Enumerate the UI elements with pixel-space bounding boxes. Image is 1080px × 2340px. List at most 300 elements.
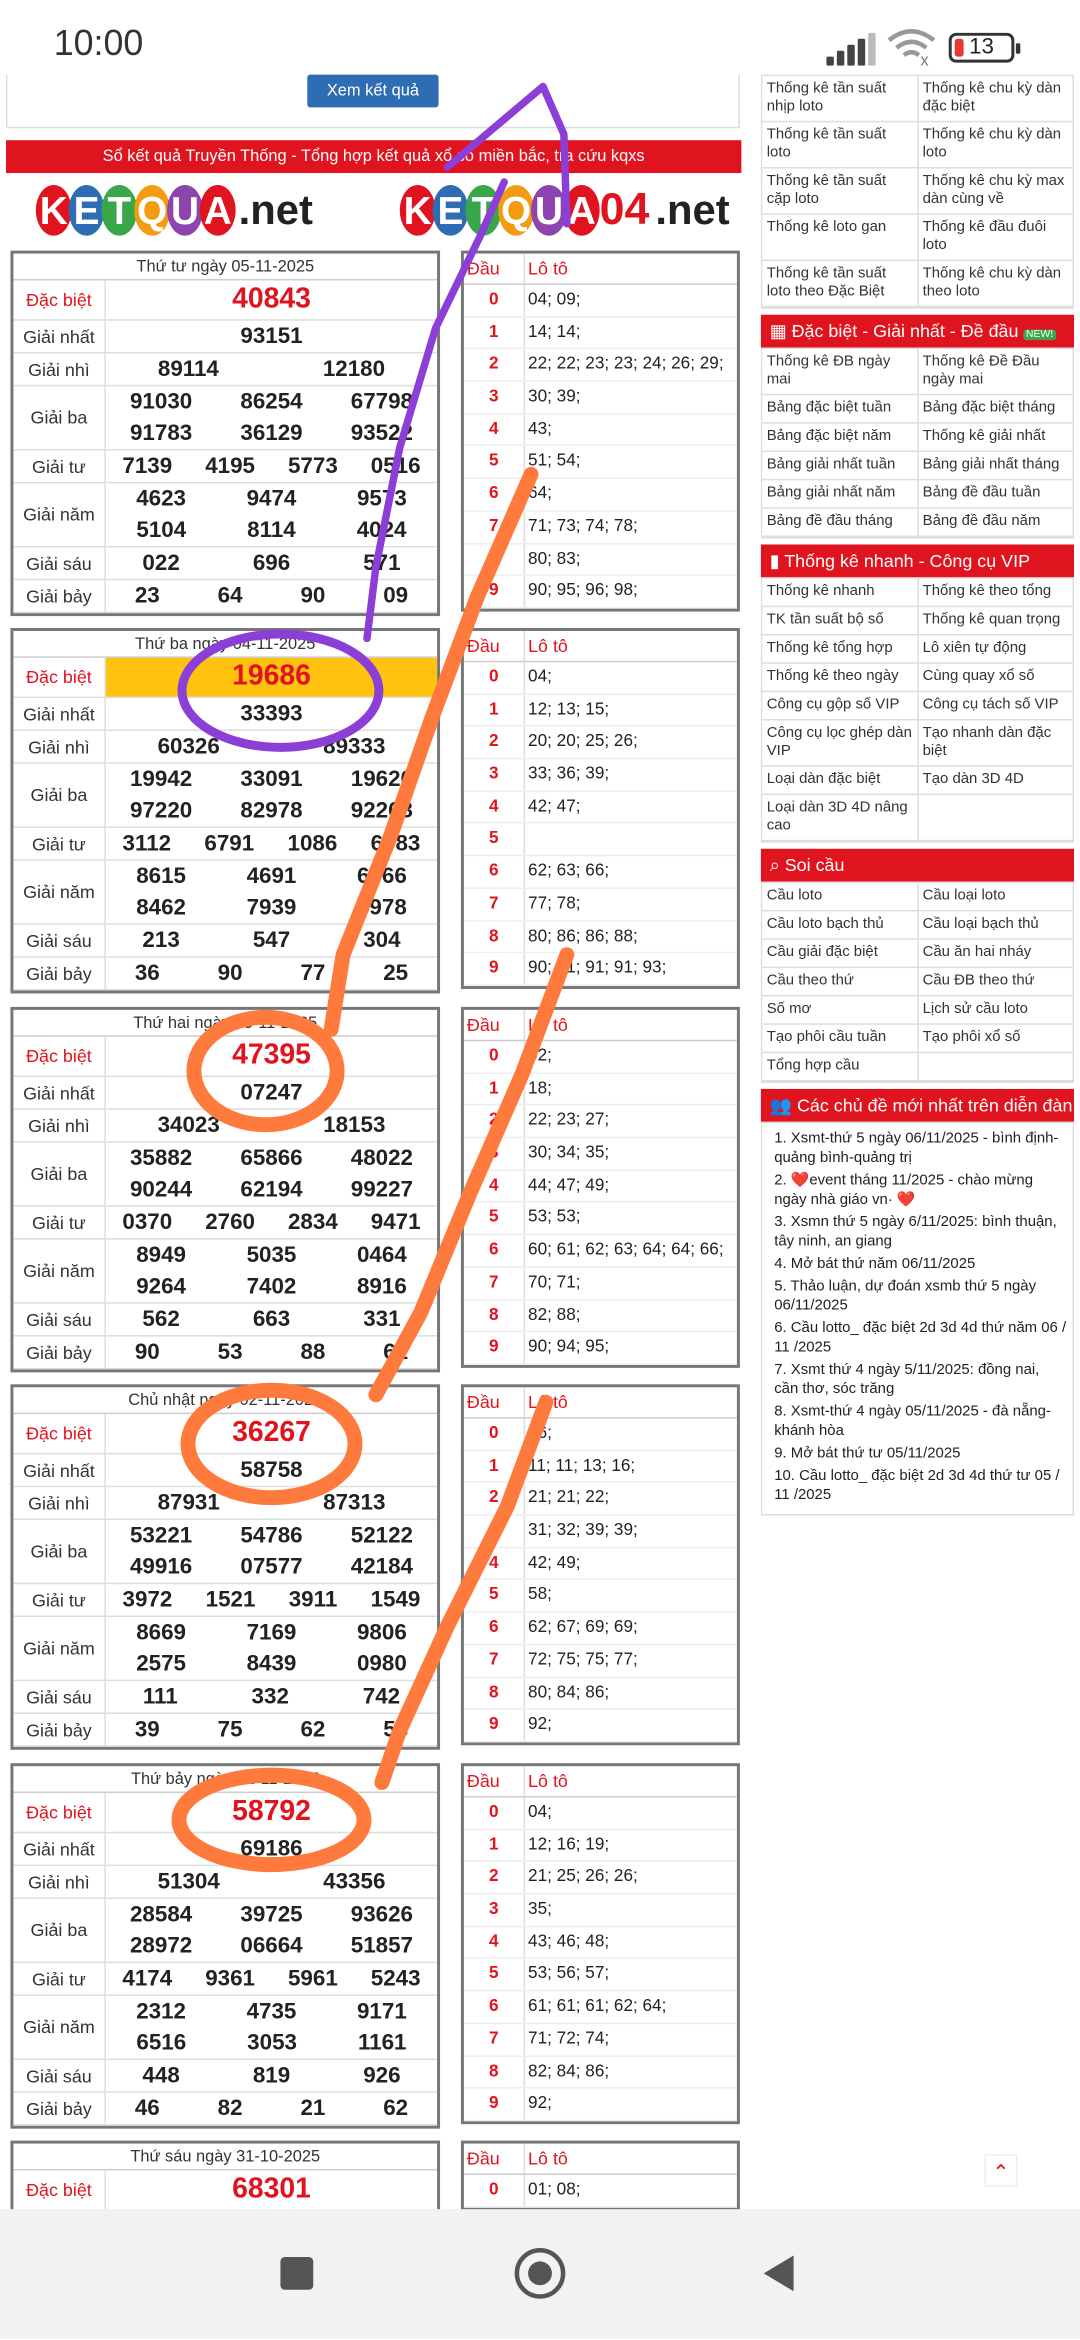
topic-link[interactable]: 1. Xsmt-thứ 5 ngày 06/11/2025 - bình định-quảng bình-quảng trị [774,1130,1059,1167]
prize-number: 6978 [356,895,407,921]
table-icon: ▦ [769,320,792,342]
prize-row-db [13,280,437,320]
stats-grid [761,348,1074,539]
loto-values: 82; 84; 86; [524,2056,737,2087]
prize-label: Giải nhất [13,1454,105,1485]
stats-link[interactable]: Lô xiên tự động [922,639,1027,657]
loto-values: 14; 14; [524,317,737,348]
loto-values: 80; 84; 86; [524,1677,737,1708]
prize-number: 9573 [356,486,407,512]
loto-row [464,1645,737,1677]
stats-link[interactable]: Thống kê tổng hợp [762,635,918,662]
prize-number: 571 [363,550,401,576]
loto-digit: 0 [488,668,499,687]
scroll-top-button[interactable] [985,2154,1018,2187]
stats-link[interactable] [918,795,1072,840]
stats-link[interactable]: Thống kê đầu đuôi loto [922,219,1047,254]
stats-row [762,261,1072,307]
prize-label: Đặc biệt [13,1793,105,1832]
stats-link[interactable]: Bảng giải nhất tháng [922,456,1060,473]
prize-number: 2834 [287,1209,338,1236]
loto-loto-header: Lô tô [524,1766,737,1796]
loto-values: 53; 56; 57; [524,1959,737,1990]
loto-digit: 6 [488,1241,499,1260]
prize-number: 36129 [240,420,303,447]
prize-line [106,1930,437,1961]
prize-number: 304 [363,927,401,954]
prize-number: 58758 [240,1457,303,1483]
prize-number: 5773 [287,453,338,479]
stats-link[interactable]: Thống kê Đề Đầu ngày mai [922,353,1040,388]
back-button[interactable] [764,2255,794,2291]
prize-values [106,483,437,546]
loto-loto-header: Lô tô [524,1387,737,1417]
prize-values [106,580,437,611]
ketqua-net-logo[interactable] [36,179,313,242]
prize-line [106,547,437,578]
prize-row-g7 [13,1714,437,1747]
loto-row [464,1106,737,1138]
stats-link[interactable]: Công cụ gộp số VIP [762,692,918,719]
loto-digit: 1 [488,1079,499,1098]
prize-number: 19686 [232,660,311,693]
loto-values: 20; 20; 25; 26; [524,727,737,758]
topic-link[interactable]: 9. Mở bát thứ tư 05/11/2025 [774,1445,961,1462]
prize-label: Giải tư [13,1207,105,1238]
prize-row-g2 [13,1487,437,1520]
stats-link[interactable]: Thống kê tần suất cặp loto [762,169,918,214]
stats-row [762,169,1072,215]
stats-link[interactable]: Lịch sử cầu loto [922,1000,1028,1018]
stats-link[interactable]: Tạo phôi cầu tuần [762,1025,918,1052]
loto-values: 11; 11; 13; 16; [524,1451,737,1482]
prize-line [106,1337,437,1368]
stats-link[interactable]: Thống kê chu kỳ dàn đặc biệt [922,80,1062,115]
prize-number: 6083 [370,830,421,857]
loto-row [464,727,737,759]
stats-link[interactable]: Thống kê tần suất nhịp loto [762,76,918,121]
recents-button[interactable] [280,2257,313,2290]
prize-number: 58 [383,1716,409,1743]
prize-number: 0464 [356,1242,407,1268]
topic-link[interactable]: 4. Mở bát thứ năm 06/11/2025 [774,1256,976,1273]
prize-number: 1161 [357,2030,407,2056]
logo-letter: E [433,185,469,236]
stats-link[interactable] [918,1053,1072,1080]
stats-link[interactable]: Bảng đặc biệt năm [762,424,918,451]
loto-digit: 4 [488,797,499,816]
stats-row [762,579,1072,607]
prize-number: 19620 [350,766,413,793]
stats-link[interactable]: Bảng đề đầu tuần [922,484,1041,502]
stats-row [762,692,1072,720]
prize-values [106,1833,437,1864]
prize-row-db [13,658,437,698]
loto-row [464,1677,737,1709]
prize-row-g7 [13,580,437,613]
section-title: Đặc biệt - Giải nhất - Đề đầu [791,320,1019,342]
prize-values [106,731,437,762]
stats-row [762,607,1072,635]
loto-digit: 5 [488,830,499,848]
loto-digit: 8 [488,1305,499,1324]
prize-values [106,386,437,449]
prize-label: Giải sáu [13,1304,105,1335]
loto-row [464,576,737,608]
stats-link[interactable]: Cầu ăn hai nháy [922,944,1032,961]
stats-link[interactable]: Bảng đề đầu tháng [762,509,918,536]
prize-values [106,1337,437,1368]
loto-values: 22; 23; 27; [524,1106,737,1137]
stats-link[interactable]: Bảng giải nhất tuần [762,452,918,479]
loto-values: 62; 67; 69; 69; [524,1613,737,1644]
svg-text:x: x [920,51,929,66]
topic-link[interactable]: 5. Thảo luận, dự đoán xsmb thứ 5 ngày 06/11/2025 [774,1278,1037,1315]
prize-number: 65866 [240,1145,303,1171]
prize-values [106,1077,437,1108]
result-date: Thứ ba ngày 04-11-2025 [13,631,437,658]
prize-number: 5243 [370,1966,421,1992]
stats-link[interactable]: TK tần suất bộ số [762,607,918,634]
prize-number: 67798 [350,389,413,415]
prize-row-g5 [13,861,437,925]
loto-loto-header: Lô tô [524,1010,737,1040]
prize-line [106,1648,437,1679]
prize-number: 022 [142,550,180,576]
prize-number: 07247 [240,1079,303,1106]
stats-link[interactable]: Thống kê chu kỳ dàn loto [922,126,1062,162]
prize-number: 926 [363,2063,401,2089]
prize-number: 90 [217,960,243,987]
prize-row-g1 [13,698,437,731]
prize-values [106,450,437,481]
stats-link[interactable]: Công cụ tách số VIP [922,696,1059,714]
prize-label: Giải nhì [13,354,105,385]
prize-number: 91783 [129,420,193,447]
prize-label: Đặc biệt [13,658,105,697]
stats-row [762,1025,1072,1053]
prize-label: Giải bảy [13,958,105,989]
loto-digit: 7 [488,894,499,913]
loto-dau-header: Đầu [466,1770,500,1792]
loto-row [464,1451,737,1483]
battery-level: 13 [969,34,994,60]
prize-line [106,764,437,795]
stats-row [762,720,1072,766]
logo-letter: E [69,185,105,236]
prize-row-g3 [13,386,437,450]
prize-number: 51857 [350,1933,413,1959]
logo-letter: U [531,185,567,236]
prize-label: Giải nhì [13,731,105,762]
prize-line [106,925,437,956]
loto-digit: 7 [488,1273,499,1292]
loto-digit: 0 [488,1424,499,1443]
stats-link[interactable]: Tạo dàn 3D 4D [922,771,1024,788]
loto-values: 44; 47; 49; [524,1171,737,1202]
prize-number: 3112 [122,830,172,857]
prize-values [106,925,437,956]
prize-label: Giải bảy [13,2093,105,2124]
stats-link[interactable]: Thống kê chu kỳ max dàn cùng về [922,173,1065,208]
stats-link[interactable]: Cầu loại bạch thủ [922,915,1039,933]
loto-digit: 3 [488,387,499,406]
prize-row-g3 [13,764,437,828]
stats-link[interactable]: Thống kê giải nhất [922,428,1046,445]
prize-number: 696 [252,550,291,576]
prize-label: Giải sáu [13,547,105,578]
prize-values [106,861,437,924]
loto-values: 51; 54; [524,447,737,478]
loto-values: 70; 71; [524,1268,737,1299]
home-button[interactable] [515,2248,566,2299]
loto-digit: 5 [488,452,499,471]
prize-number: 53221 [129,1523,193,1549]
loto-values: 90; 95; 96; 98; [524,576,737,607]
prize-number: 4691 [246,863,297,890]
prize-label: Giải tư [13,828,105,859]
prize-label: Giải nhất [13,321,105,352]
stats-link[interactable]: Tạo phôi xổ số [922,1029,1021,1046]
stats-link[interactable]: Loại dàn 3D 4D nâng cao [762,795,918,840]
loto-values: 12; 16; 19; [524,1830,737,1861]
prize-number: 1549 [370,1587,421,1613]
loto-values: 64; [524,479,737,510]
loto-loto-header: Lô tô [524,254,737,284]
prize-number: 3972 [122,1587,173,1613]
stats-row [762,215,1072,261]
chart-icon: ▮ [769,550,785,572]
prize-number: 562 [142,1306,180,1333]
loto-values: 33; 36; 39; [524,759,737,790]
prize-values [106,658,437,697]
result-card [10,2141,440,2214]
stats-row [762,1053,1072,1081]
loto-loto-header: Lô tô [524,2144,737,2174]
prize-number: 82 [217,2095,243,2122]
prize-number: 5104 [136,517,187,543]
prize-values [106,1414,437,1453]
stats-link[interactable]: Loại dàn đặc biệt [762,767,918,794]
loto-digit: 7 [488,517,499,536]
stats-link[interactable]: Thống kê quan trọng [922,611,1061,629]
prize-number: 9171 [356,1998,407,2025]
prize-number: 8669 [136,1619,186,1646]
stats-row [762,452,1072,480]
prize-label: Giải nhì [13,1487,105,1518]
logo-letter: K [400,185,436,236]
prize-values [106,2170,437,2209]
stats-link[interactable]: Thống kê tần suất loto theo Đặc Biệt [762,261,918,306]
stats-link[interactable]: Cầu giải đặc biệt [762,940,918,967]
prize-number: 3911 [288,1587,338,1613]
prize-line [106,1304,437,1335]
prize-number: 62194 [240,1176,303,1203]
prize-number: 39725 [240,1901,303,1928]
loto-values: 77; 78; [524,889,737,920]
loto-digit: 9 [488,2094,499,2113]
prize-line [106,698,437,729]
stats-link[interactable]: Bảng đặc biệt tuần [762,395,918,422]
loto-row [464,1419,737,1451]
topic-link[interactable]: 6. Cầu lotto_ đặc biệt 2d 3d 4d thứ năm 06 / 11 /2025 [774,1320,1067,1356]
topic-link[interactable]: 8. Xsmt-thứ 4 ngày 05/11/2025 - đà nẵng-khánh hòa [774,1403,1051,1440]
loto-table [461,1007,740,1368]
loto-dau-header: Đầu [466,258,500,279]
stats-link[interactable]: Thống kê nhanh [762,579,918,606]
stats-link[interactable]: Thống kê theo ngày [762,664,918,691]
prize-line [106,1207,437,1238]
prize-number: 88 [300,1339,326,1365]
prize-line [106,354,437,385]
prize-line [106,2060,437,2091]
prize-number: 60326 [157,733,220,760]
prize-label: Giải năm [13,483,105,546]
prize-row-g3 [13,1520,437,1584]
loto-header [464,1010,737,1041]
loto-digit: 6 [488,1997,499,2016]
loto-values: 30; 34; 35; [524,1138,737,1169]
stats-link[interactable]: Bảng đặc biệt tháng [922,399,1056,417]
prize-number: 36 [134,960,160,987]
stats-link[interactable]: Cầu theo thứ [762,968,918,995]
topic-link[interactable]: 2. ❤️event tháng 11/2025 - chào mừng ngày nhà giáo vn· ❤️ [774,1172,1034,1209]
logo-number: 04 [599,184,650,235]
prize-label: Giải sáu [13,2060,105,2091]
loto-row [464,2089,737,2121]
stats-link[interactable]: Cầu loto [762,883,918,910]
stats-link[interactable]: Thống kê chu kỳ dàn theo loto [922,265,1062,300]
prize-label: Giải tư [13,1963,105,1994]
topic-link[interactable]: 10. Cầu lotto_ đặc biệt 2d 3d 4d thứ tư 05 / 11 /2025 [774,1467,1060,1504]
stats-link[interactable]: Thống kê ĐB ngày mai [762,349,918,394]
stats-link[interactable]: Tổng hợp cầu [762,1053,918,1080]
loto-digit: 2 [488,732,499,751]
prize-number: 8462 [136,895,186,921]
loto-dau-header: Đầu [466,635,500,657]
prize-line [106,1681,437,1712]
prize-values [106,1110,437,1141]
stats-link[interactable]: Thống kê tần suất loto [762,122,918,167]
prize-line [106,861,437,892]
prize-number: 52122 [350,1523,413,1549]
stats-link[interactable]: Thống kê theo tổng [922,583,1052,600]
loto-row [464,1992,737,2024]
section-header [761,849,1074,882]
result-date: Thứ sáu ngày 31-10-2025 [13,2144,437,2171]
prize-values [106,354,437,385]
prize-number: 4195 [205,453,255,479]
loto-row [464,1268,737,1300]
prize-number: 51304 [157,1869,220,1895]
prize-number: 89333 [323,733,386,760]
result-date: Thứ tư ngày 05-11-2025 [13,254,437,281]
prize-label: Giải năm [13,1996,105,2059]
prize-number: 8114 [247,517,296,543]
prize-line [106,1240,437,1271]
topic-link[interactable]: 3. Xsmn thứ 5 ngày 6/11/2025: bình thuận, tây ninh, an giang [774,1214,1057,1251]
loto-values: 82; 88; [524,1300,737,1331]
prize-number: 7169 [246,1619,297,1646]
loto-row [464,1138,737,1170]
topic-link[interactable]: 7. Xsmt thứ 4 ngày 5/11/2025: đồng nai, cần thơ, sóc trăng [774,1361,1040,1398]
prize-number: 448 [142,2063,180,2089]
prize-line [106,1833,437,1864]
prize-row-g4 [13,828,437,861]
prize-line [106,795,437,826]
loto-digit: 9 [488,1338,499,1357]
result-card [10,628,440,993]
prize-number: 6516 [136,2030,187,2056]
loto-row [464,1895,737,1927]
prize-number: 90 [134,1339,160,1365]
stats-link[interactable]: Tạo nhanh dàn đặc biệt [922,724,1052,760]
prize-line [106,1271,437,1302]
prize-label: Giải nhất [13,698,105,729]
prize-number: 90 [300,583,326,609]
stats-link[interactable]: Thống kê loto gan [762,215,918,260]
loto-row [464,1332,737,1364]
prize-line [106,2027,437,2058]
prize-line [106,1487,437,1518]
logo-letter: K [36,185,72,236]
stats-row [762,480,1072,508]
stats-link[interactable]: Cầu loto bạch thủ [762,911,918,938]
loto-values: 35; [524,1895,737,1926]
prize-line [106,1899,437,1930]
loto-row [464,414,737,446]
prize-number: 742 [362,1684,401,1710]
prize-line [106,2093,437,2124]
stats-link[interactable]: Bảng giải nhất năm [762,480,918,507]
prize-number: 92263 [350,798,413,824]
prize-row-g1 [13,1833,437,1866]
result-card [10,251,440,616]
prize-values [106,1487,437,1518]
prize-number: 87313 [323,1490,386,1516]
prize-values [106,321,437,352]
result-card [10,1007,440,1372]
stats-link[interactable]: Cùng quay xổ số [922,668,1035,685]
prize-row-g3 [13,1899,437,1963]
prize-values [106,2060,437,2091]
prize-row-g1 [13,1077,437,1110]
prize-values [106,1037,437,1076]
loto-values: 62; 63; 66; [524,856,737,887]
prize-number: 9264 [136,1273,186,1300]
wifi-icon [886,27,937,66]
stats-link[interactable]: Cầu ĐB theo thứ [922,972,1035,989]
prize-number: 0370 [122,1209,173,1236]
stats-link[interactable]: Số mơ [762,996,918,1023]
loto-dau-header: Đầu [466,2148,500,2169]
prize-label: Đặc biệt [13,1037,105,1076]
loto-digit: 4 [488,1932,499,1951]
prize-values [106,1207,437,1238]
stats-link[interactable]: Cầu loại loto [922,887,1006,904]
xem-ket-qua-button[interactable]: Xem kết quả [307,75,438,108]
loto-table [461,1763,740,2124]
loto-row [464,1074,737,1106]
prize-line [106,515,437,546]
prize-number: 39 [134,1716,160,1743]
prize-number: 2312 [136,1998,186,2025]
stats-link[interactable]: Công cụ lọc ghép dàn VIP [762,720,918,765]
ketqua04-net-logo[interactable] [400,179,730,242]
stats-link[interactable]: Bảng đề đầu năm [922,513,1041,530]
loto-values: 21; 21; 22; [524,1483,737,1514]
prize-number: 5961 [287,1966,338,1992]
